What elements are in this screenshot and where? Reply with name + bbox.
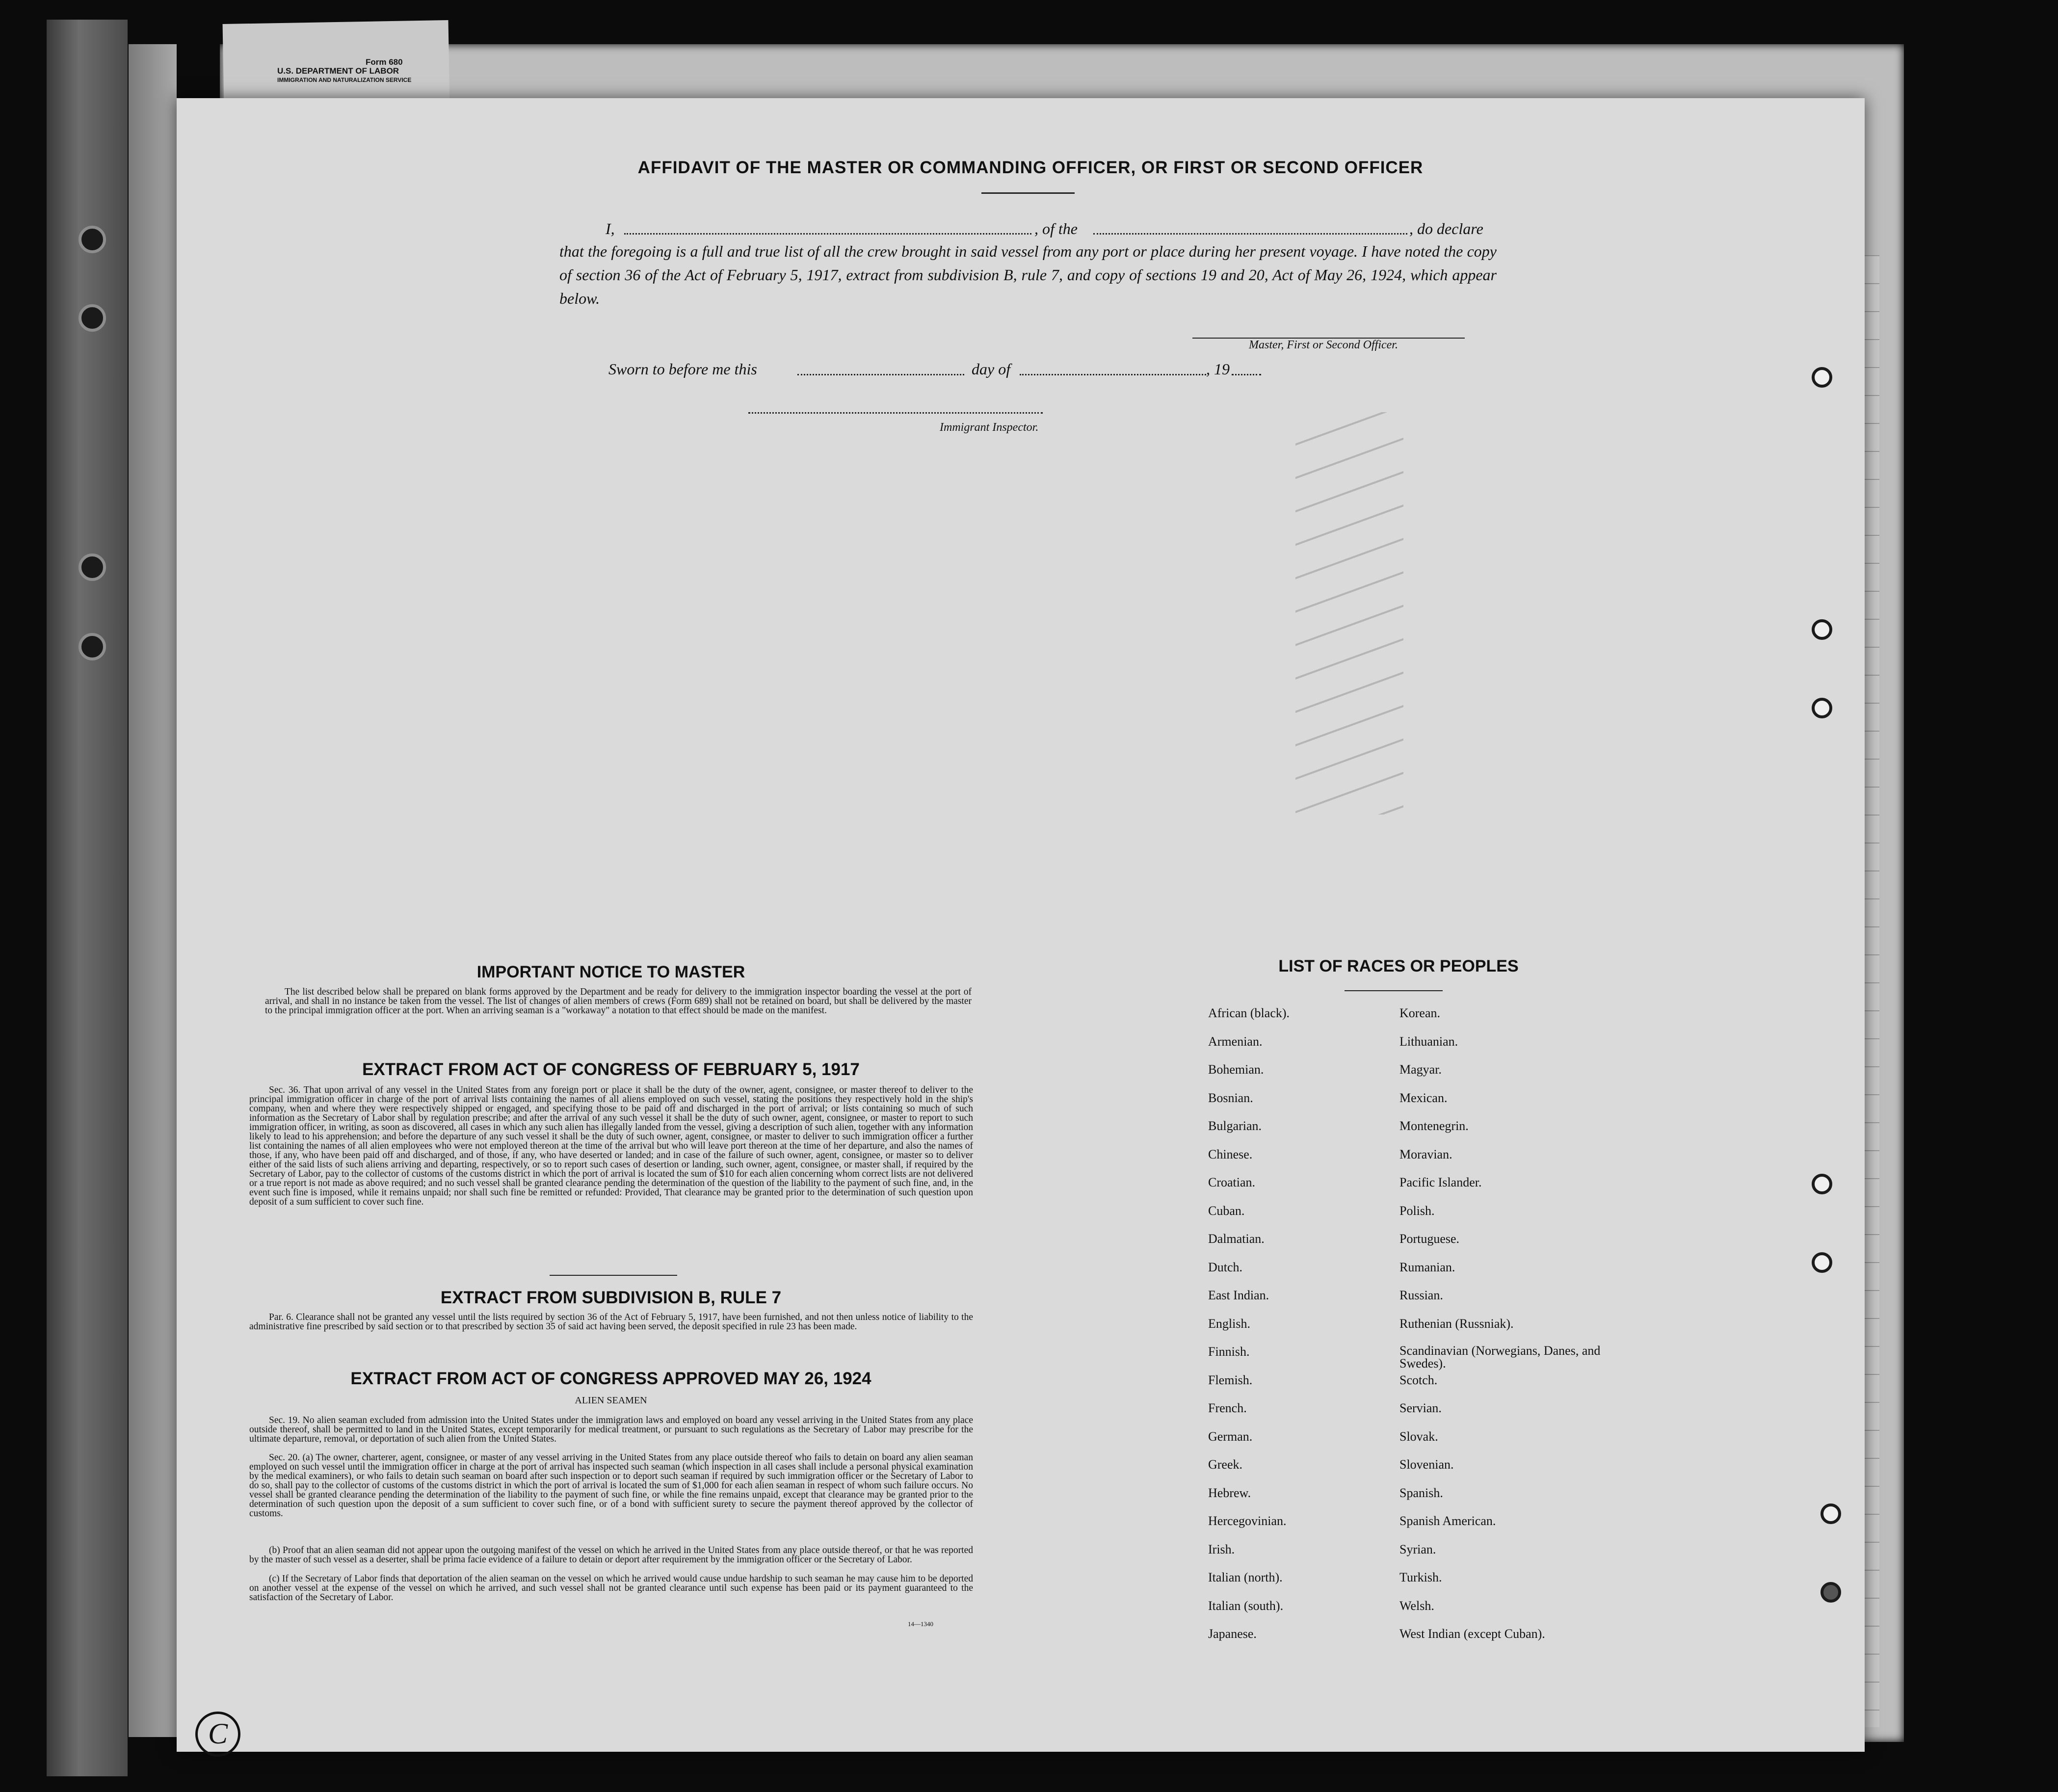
race-item: Scotch. [1399,1372,1438,1387]
races-title: LIST OF RACES OR PEOPLES [1278,957,1519,975]
races-underline [1345,990,1443,991]
race-item: Bohemian. [1208,1062,1264,1077]
extract-1924-title: EXTRACT FROM ACT OF CONGRESS APPROVED MAY 26, 1924 [350,1369,871,1388]
sworn-day-field[interactable] [797,374,964,375]
race-item: Korean. [1399,1006,1441,1020]
race-item: Cuban. [1208,1203,1245,1218]
races-right-column [1399,1006,1615,1655]
name-field-line[interactable] [624,233,1031,235]
race-item: Turkish. [1399,1570,1442,1584]
race-item: Bulgarian. [1208,1119,1262,1133]
race-item: Montenegrin. [1399,1119,1469,1133]
race-item: West Indian (except Cuban). [1399,1627,1545,1641]
sworn-year-field[interactable] [1232,374,1261,375]
affidavit-title: AFFIDAVIT OF THE MASTER OR COMMANDING OFFICER, OR FIRST OR SECOND OFFICER [637,158,1424,177]
notice-title: IMPORTANT NOTICE TO MASTER [476,963,745,981]
race-item: German. [1208,1429,1253,1444]
race-item: African (black). [1208,1006,1290,1020]
race-item: Greek. [1208,1457,1243,1472]
year-prefix: , 19 [1206,360,1230,378]
bleed-through-marks [1295,412,1403,815]
race-item: Syrian. [1399,1542,1436,1556]
punch-hole [1821,1582,1841,1603]
race-item: Spanish. [1399,1485,1443,1500]
race-item: Ruthenian (Russniak). [1399,1316,1514,1331]
left-page-edge [129,44,177,1737]
left-binding-strip [47,20,128,1776]
sec20c-text: (c) If the Secretary of Labor finds that deportation of the alien seaman on the vessel on which he arrived would cause undue hardship to such seaman he may cause him to be deported on another vessel at the expense of the vessel on which he arrived, and such vessel shall not be granted clearance until such expense has been paid or its payment guaranteed to the satisfaction of the Secretary of Labor. [249,1574,973,1603]
race-item: Chinese. [1208,1147,1253,1161]
race-item: Bosnian. [1208,1090,1253,1105]
race-item: English. [1208,1316,1250,1331]
affidavit-of-the: , of the [1034,220,1078,237]
form-tab-text [277,58,411,84]
rule7-text: Par. 6. Clearance shall not be granted any vessel until the lists required by section 36 of the Act of February 5, 1917, have been furnished, and not then unless notice of liability to the administrative fine prescribed by said section or to that prescribed by section 35 of said act having been served, the deposit specified in rule 23 has been made. [249,1312,973,1332]
race-item: Slovenian. [1399,1457,1454,1472]
sec19-text: Sec. 19. No alien seaman excluded from admission into the United States under the immigration laws and employed on board any vessel arriving in the United States from any place outside thereof, shall be permitted to land in the United States, except temporarily for medical treatment, or pursuant to such regulations as the Secretary of Labor may prescribe for the ultimate departure, removal, or deportation of such alien from the United States. [249,1415,973,1444]
sworn-month-field[interactable] [1020,374,1206,375]
race-item: Mexican. [1399,1090,1448,1105]
inspector-signature-line[interactable] [748,412,1043,414]
race-item: Hercegovinian. [1208,1514,1287,1528]
race-item: Dutch. [1208,1260,1243,1274]
rule7-title: EXTRACT FROM SUBDIVISION B, RULE 7 [440,1288,782,1307]
sec20b-text: (b) Proof that an alien seaman did not appear upon the outgoing manifest of the vessel on which he arrived in the United States from any place outside thereof, or that he was reported by the master of such vessel as a deserter, shall be prima facie evidence of a failure to detain or deport after requirement by the immigration officer or the Secretary of Labor. [249,1545,973,1565]
race-item: Polish. [1399,1203,1435,1218]
title-underline [981,192,1075,194]
race-item: Dalmatian. [1208,1232,1265,1246]
race-item: Portuguese. [1399,1232,1460,1246]
race-item: Italian (south). [1208,1598,1284,1613]
race-item: Italian (north). [1208,1570,1283,1584]
punch-hole [1812,698,1832,718]
vessel-field-line[interactable] [1093,233,1407,235]
form-number: Form 680 [366,57,403,67]
race-item: Irish. [1208,1542,1235,1556]
races-left-column [1208,1006,1385,1655]
punch-hole [1812,1252,1832,1273]
affidavit-do-declare: , do declare [1409,220,1483,237]
inspector-label: Immigrant Inspector. [940,421,1039,434]
race-item: French. [1208,1401,1247,1415]
affidavit-body: that the foregoing is a full and true list of all the crew brought in said vessel from any port or place during her present voyage. I have noted the copy of section 36 of the Act of February 5, 1917, extract from subdivision B, rule 7, and copy of sections 19 and 20, Act of May 26, 1924, which appear below. [559,242,1497,307]
race-item: Slovak. [1399,1429,1438,1444]
punch-hole [1812,367,1832,388]
punch-hole [1812,1174,1832,1194]
extract-1917-title: EXTRACT FROM ACT OF CONGRESS OF FEBRUARY 5, 1917 [362,1060,860,1079]
race-item: Magyar. [1399,1062,1442,1077]
form-department: U.S. DEPARTMENT OF LABOR [277,66,399,76]
race-item: Finnish. [1208,1344,1250,1359]
stamp-mark: C [195,1712,240,1757]
sec20a-text: Sec. 20. (a) The owner, charterer, agent, consignee, or master of any vessel arriving in the United States from any place outside thereof who fails to detain on board any alien seaman employed on such vessel until the immigration officer in charge at the port of arrival has inspected such seaman (which inspection in all cases shall include a personal physical examination by the medical examiners), or who fails to detain such seaman on board after such inspection or to deport such seaman if required by such immigration officer or the Secretary of Labor to do so, shall pay to the collector of customs of the customs district in which the port of arrival is located the sum of $1,000 for each alien seaman in respect of whom such failure occurs. No vessel shall be granted clearance pending the determination of the liability to the payment of such fine, or while the fine remains unpaid, except that clearance may be granted prior to the determination of such question upon the deposit of a sum sufficient to cover such fine, or of a bond with sufficient surety to secure the payment thereof approved by the collector of customs. [249,1452,973,1519]
affidavit-i-label: I, [606,220,615,237]
alien-seamen-subtitle: ALIEN SEAMEN [575,1395,647,1406]
form-code: 14—1340 [908,1620,933,1628]
race-item: Hebrew. [1208,1485,1251,1500]
race-item: Flemish. [1208,1372,1253,1387]
binding-hole [79,304,106,332]
form-service: IMMIGRATION AND NATURALIZATION SERVICE [277,77,412,83]
race-item: Lithuanian. [1399,1034,1458,1049]
race-item: East Indian. [1208,1288,1269,1302]
race-item: Pacific Islander. [1399,1175,1482,1189]
binding-hole [79,633,106,660]
section-divider [550,1275,677,1276]
day-of-label: day of [972,360,1011,378]
race-item: Russian. [1399,1288,1443,1302]
race-item: Armenian. [1208,1034,1263,1049]
race-item: Welsh. [1399,1598,1434,1613]
race-item: Japanese. [1208,1627,1257,1641]
race-item: Rumanian. [1399,1260,1455,1274]
race-item: Moravian. [1399,1147,1452,1161]
binding-hole [79,226,106,253]
race-item: Servian. [1399,1401,1442,1415]
race-item: Scandinavian (Norwegians, Danes, and Swedes). [1399,1344,1601,1370]
punch-hole [1821,1503,1841,1524]
sworn-label: Sworn to before me this [608,360,757,378]
signature-label: Master, First or Second Officer. [1249,339,1398,351]
race-item: Spanish American. [1399,1514,1496,1528]
race-item: Croatian. [1208,1175,1256,1189]
punch-hole [1812,619,1832,640]
binding-hole [79,553,106,581]
extract-1917-text: Sec. 36. That upon arrival of any vessel in the United States from any foreign port or place it shall be the duty of the owner, agent, consignee, or master thereof to deliver to the principal immigration officer in charge of the port of arrival lists containing the names of all aliens employed on such vessel, stating the positions they respectively hold in the ship's company, when and where they were respectively shipped or engaged, and specifying those to be paid off and discharged in the port of arrival; or lists containing so much of such information as the Secretary of Labor shall by regulation prescribe; and after the arrival of any such vessel it shall be the duty of such owner, agent, consignee, or master to report to such immigration officer, in writing, as soon as discovered, all cases in which any such alien has illegally landed from the vessel, giving a description of such alien, together with any information likely to lead to his apprehension; and before the departure of any such vessel it shall be the duty of such owner, agent, consignee, or master to deliver to such immigration officer a further list containing the names of all alien employees who were not employed thereon at the time of the arrival but who will leave port thereon at the time of her departure, and also the names of those, if any, who have been paid off and discharged, and of those, if any, who have deserted or landed; and in case of the failure of such owner, agent, consignee, or master so to deliver either of the said lists of such aliens arriving and departing, respectively, or so to report such cases of desertion or landing, such owner, agent, consignee, or master shall, if required by the Secretary of Labor, pay to the collector of customs of the customs district in which the port of arrival is located the sum of $10 for each alien concerning whom correct lists are not delivered or a true report is not made as above required; and no such vessel shall be granted clearance pending the determination of the question of the liability to the payment of such fine, and, in the event such fine is imposed, while it remains unpaid; nor shall such fine be remitted or refunded: Provided, That clearance may be granted prior to the determination of such question upon deposit of a sum sufficient to cover such fine. [249,1085,973,1207]
notice-text: The list described below shall be prepared on blank forms approved by the Department and be ready for delivery to the immigration inspector boarding the vessel at the port of arrival, and shall in no instance be taken from the vessel. The list of changes of alien members of crews (Form 689) shall not be retained on board, but shall be delivered by the master to the principal immigration officer at the port. When an arriving seaman is a "workaway" a notation to that effect should be made on the manifest. [265,987,972,1016]
